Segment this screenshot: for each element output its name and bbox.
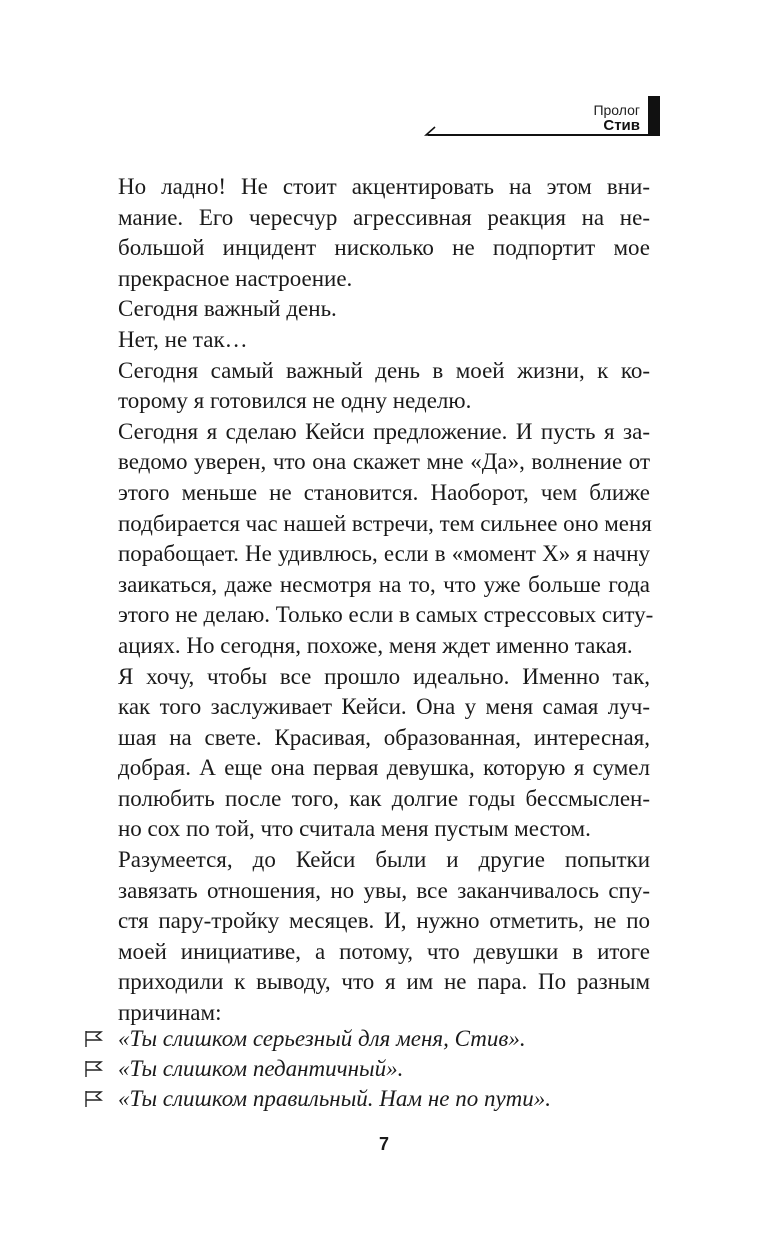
list-item	[84, 1084, 664, 1114]
text-line: моей инициативе, а потому, что девушки в итоге	[118, 938, 650, 964]
chapter-label: Стив	[603, 117, 640, 134]
paragraph	[118, 845, 650, 1029]
quote-text: «Ты слишком педантичный».	[118, 1056, 404, 1081]
paragraph	[118, 172, 650, 294]
list-item	[84, 1054, 664, 1084]
paragraph	[118, 325, 650, 356]
text-line: Сегодня я сделаю Кейси предложение. И пусть я за-	[118, 418, 650, 444]
text-line: ациях. Но сегодня, похоже, меня ждет именно такая.	[118, 632, 633, 658]
paragraph	[118, 417, 654, 662]
text-line: Сегодня самый важный день в моей жизни, к ко-	[118, 357, 650, 383]
text-line: завязать отношения, но увы, все заканчивалось спу-	[118, 877, 650, 903]
text-line: этого меньше не становится. Наоборот, чем ближе	[118, 479, 650, 505]
text-line: Но ладно! Не стоит акцентировать на этом вни-	[118, 174, 650, 199]
quote-text: «Ты слишком правильный. Нам не по пути».	[118, 1086, 552, 1111]
page-number: 7	[378, 1134, 389, 1154]
text-line: шая на свете. Красивая, образованная, интересная,	[118, 724, 650, 750]
body-text	[118, 172, 654, 1029]
paragraph	[118, 356, 650, 417]
flag-icon	[84, 1060, 104, 1078]
section-label: Пролог	[593, 102, 640, 118]
text-line: стя пару-тройку месяцев. И, нужно отметить, не по	[118, 908, 650, 934]
text-line: порабощает. Не удивлюсь, если в «момент X» я начну	[118, 541, 650, 567]
text-line: подбирается час нашей встречи, тем сильнее оно меня	[118, 510, 652, 536]
text-line: полюбить после того, как долгие годы бессмыслен-	[118, 785, 650, 811]
text-line: заикаться, даже несмотря на то, что уже больше года	[118, 571, 650, 597]
flag-icon	[84, 1030, 104, 1048]
text-line: мание. Его чересчур агрессивная реакция на не-	[118, 204, 650, 230]
text-line: этого не делаю. Только если в самых стрессовых ситу-	[118, 602, 654, 628]
header-rule	[428, 134, 660, 136]
paragraph	[118, 662, 650, 846]
text-line: торому я готовился не одну неделю.	[118, 388, 472, 414]
text-line: Сегодня важный день.	[118, 296, 337, 322]
text-line: Нет, не так…	[118, 326, 248, 352]
text-line: большой инцидент нисколько не подпортит мое	[118, 235, 650, 261]
arrow-left-icon	[424, 126, 436, 142]
text-line: причинам:	[118, 1000, 222, 1026]
text-line: но сох по той, что считала меня пустым местом.	[118, 816, 591, 842]
text-line: прекрасное настроение.	[118, 265, 353, 291]
text-line: ведомо уверен, что она скажет мне «Да», волнение от	[118, 449, 650, 475]
text-line: добрая. А еще она первая девушка, которую я сумел	[118, 755, 650, 781]
quote-list	[84, 1024, 664, 1114]
running-header	[424, 96, 660, 140]
text-line: Разумеется, до Кейси были и другие попытки	[118, 847, 650, 873]
flag-icon	[84, 1090, 104, 1108]
paragraph	[118, 294, 650, 325]
quote-text: «Ты слишком серьезный для меня, Стив».	[118, 1026, 526, 1051]
text-line: приходили к выводу, что я им не пара. По разным	[118, 969, 650, 995]
text-line: Я хочу, чтобы все прошло идеально. Именно так,	[118, 663, 650, 689]
list-item	[84, 1024, 664, 1054]
header-bar	[648, 96, 660, 136]
text-line: как того заслуживает Кейси. Она у меня самая луч-	[118, 694, 650, 720]
